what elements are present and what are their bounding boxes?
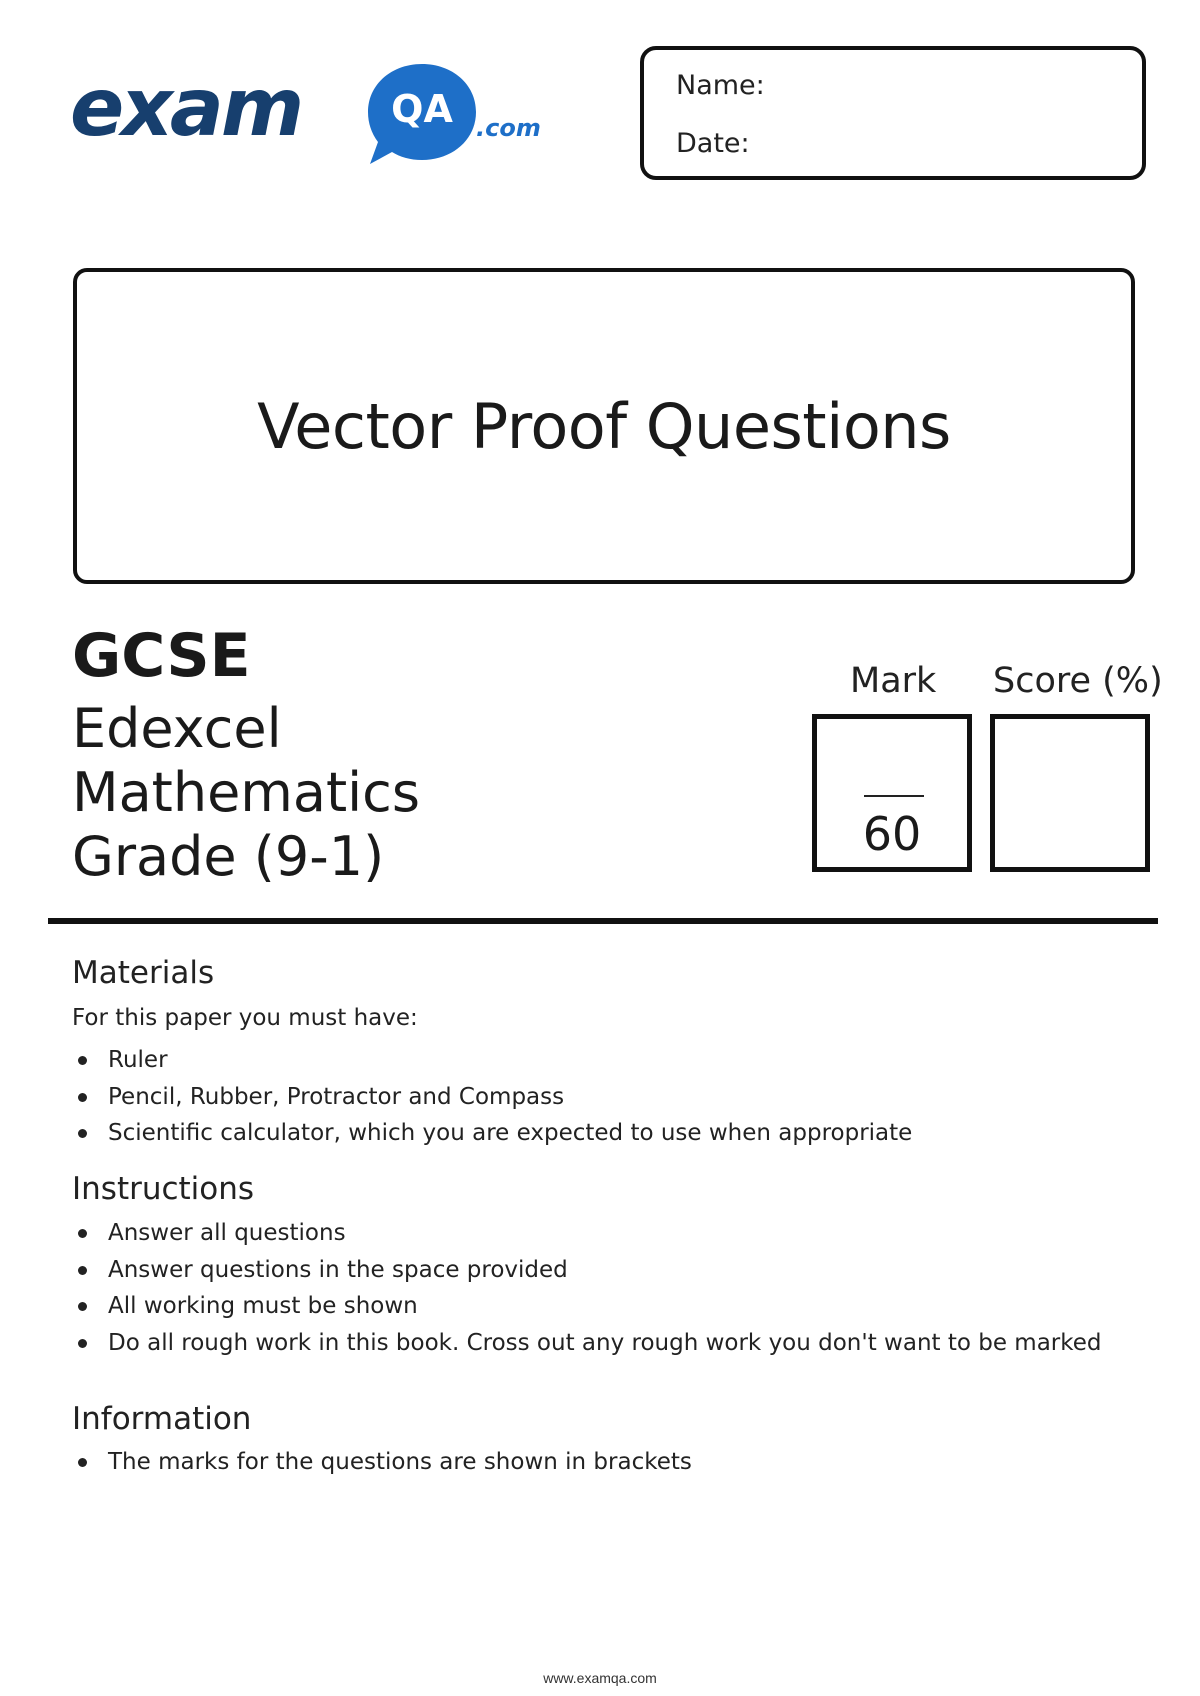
list-item	[76, 1252, 1102, 1289]
paper-title: Vector Proof Questions	[257, 389, 951, 463]
date-label: Date:	[676, 128, 750, 159]
title-box	[73, 268, 1135, 584]
list-item	[76, 1444, 692, 1481]
logo-qa-text: QA	[391, 87, 453, 131]
instructions-list	[76, 1215, 1102, 1361]
footer-url: www.examqa.com	[543, 1670, 657, 1686]
information-heading: Information	[72, 1401, 252, 1437]
materials-list	[76, 1042, 912, 1152]
list-item-text: The marks for the questions are shown in brackets	[108, 1449, 692, 1475]
materials-heading: Materials	[72, 955, 215, 991]
bullet-icon	[78, 1339, 87, 1348]
total-marks: 60	[862, 807, 922, 861]
list-item-text: All working must be shown	[108, 1293, 418, 1319]
list-item-text: Do all rough work in this book. Cross out any rough work you don't want to be marked	[108, 1329, 1102, 1356]
materials-intro: For this paper you must have:	[72, 1005, 418, 1031]
mark-box	[812, 714, 972, 872]
name-label: Name:	[676, 70, 765, 101]
list-item-text: Pencil, Rubber, Protractor and Compass	[108, 1083, 565, 1110]
examqa-logo	[70, 60, 541, 170]
exam-board: Edexcel	[72, 697, 282, 760]
bullet-icon	[78, 1056, 87, 1065]
list-item	[76, 1042, 912, 1079]
instructions-heading: Instructions	[72, 1171, 255, 1207]
bullet-icon	[78, 1458, 87, 1467]
logo-speech-bubble-icon	[300, 60, 480, 170]
list-item-text: Ruler	[108, 1047, 168, 1073]
bullet-icon	[78, 1266, 87, 1275]
list-item	[76, 1079, 912, 1116]
list-item-text: Answer all questions	[108, 1220, 346, 1246]
qualification-level: GCSE	[72, 621, 251, 691]
subject-name: Mathematics	[72, 761, 420, 824]
mark-blank-line	[864, 795, 924, 797]
student-details-box	[640, 46, 1146, 180]
bullet-icon	[78, 1093, 87, 1102]
list-item	[76, 1115, 912, 1152]
logo-exam-text: exam	[70, 61, 302, 154]
score-box	[990, 714, 1150, 872]
list-item	[76, 1325, 1102, 1362]
list-item	[76, 1288, 1102, 1325]
mark-label: Mark	[850, 661, 937, 701]
section-divider	[48, 918, 1158, 924]
bullet-icon	[78, 1229, 87, 1238]
list-item-text: Answer questions in the space provided	[108, 1256, 568, 1283]
score-label: Score (%)	[993, 661, 1163, 701]
bullet-icon	[78, 1302, 87, 1311]
list-item-text: Scientific calculator, which you are expected to use when appropriate	[108, 1120, 913, 1146]
information-list	[76, 1444, 692, 1481]
list-item	[76, 1215, 1102, 1252]
bullet-icon	[78, 1129, 87, 1138]
grade-range: Grade (9-1)	[72, 825, 385, 888]
logo-com-text: .com	[476, 114, 541, 142]
